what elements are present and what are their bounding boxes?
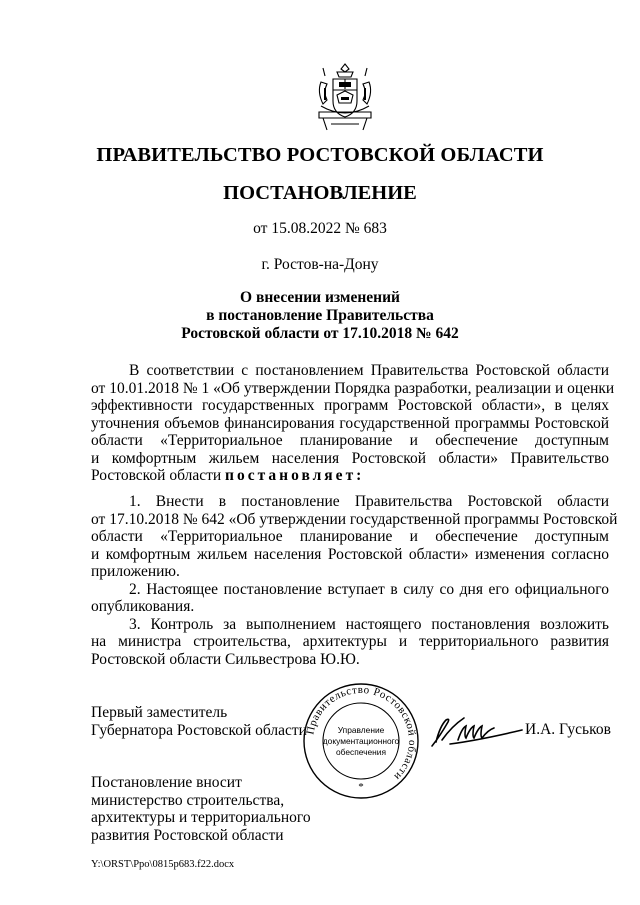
text-line: Ростовской области Сильвестрова Ю.Ю. (91, 650, 360, 668)
text-line: В соответствии с постановлением Правительства Ростовской области (129, 362, 609, 379)
text-line: приложению. (91, 563, 180, 580)
text-line: от 17.10.2018 № 642 «Об утверждении государственной программы Ростовской (91, 510, 618, 528)
text-line: уточнения объемов финансирования государственной программы Ростовской (91, 414, 609, 432)
signatory-name: И.А. Гуськов (525, 721, 611, 738)
submitted-by-line: министерство строительства, (91, 791, 285, 809)
signatory-position-line: Первый заместитель (91, 704, 228, 721)
signatory-position (91, 704, 307, 739)
text-line: от 10.01.2018 № 1 «Об утверждении Порядка разработки, реализации и оценки (91, 379, 615, 397)
preamble-paragraph (91, 362, 615, 485)
item-1-line: 1. Внести в постановление Правительства Ростовской области (129, 493, 609, 510)
text-line: и комфортным жильем населения Ростовской области» Правительство (91, 449, 609, 467)
government-title: ПРАВИТЕЛЬСТВО РОСТОВСКОЙ ОБЛАСТИ (96, 144, 544, 166)
document-date-number: от 15.08.2022 № 683 (253, 220, 387, 237)
item-2-line: 2. Настоящее постановление вступает в силу со дня его официального (129, 580, 609, 598)
seal-star: * (358, 781, 364, 793)
file-path: Y:\ORST\Ppo\0815p683.f22.docx (91, 859, 235, 870)
subject-line: Ростовской области от 17.10.2018 № 642 (181, 325, 459, 342)
coat-of-arms-icon (315, 62, 375, 134)
subject-line: в постановление Правительства (206, 307, 434, 324)
seal-center-line: Управление (337, 725, 385, 735)
text-line (91, 467, 609, 485)
text-line: области «Территориальное планирование и обеспечение доступным (91, 528, 609, 545)
submitted-by (91, 774, 311, 844)
submitted-by-line: архитектуры и территориального (91, 809, 311, 826)
text-line: опубликования. (91, 598, 195, 615)
seal-ring-text: Правительство Ростовской области (304, 683, 419, 783)
submitted-by-line: развития Ростовской области (91, 826, 284, 844)
seal-center-line: документационного (322, 736, 400, 746)
subject-line: О внесении изменений (240, 289, 400, 306)
signatory-position-line: Губернатора Ростовской области (91, 721, 307, 739)
seal-center-line: обеспечения (336, 747, 386, 757)
text-line: эффективности государственных программ Ростовской области», в целях (91, 397, 609, 414)
official-seal (302, 682, 420, 800)
text-line: и комфортным жильем населения Ростовской области» изменения согласно (91, 545, 609, 563)
decree-word: постановляет: (225, 467, 365, 484)
handwritten-signature (428, 710, 526, 752)
text-line: области «Территориальное планирование и обеспечение доступным (91, 432, 609, 449)
text-line-start: Ростовской области (91, 467, 222, 484)
document-city: г. Ростов-на-Дону (261, 256, 379, 273)
decree-items (91, 493, 618, 668)
item-3-line: 3. Контроль за выполнением настоящего постановления возложить (129, 615, 609, 633)
document-subject (0, 289, 640, 343)
submitted-by-line: Постановление вносит (91, 774, 242, 791)
text-line: на министра строительства, архитектуры и территориального развития (91, 633, 609, 650)
document-type-title: ПОСТАНОВЛЕНИЕ (223, 182, 417, 204)
